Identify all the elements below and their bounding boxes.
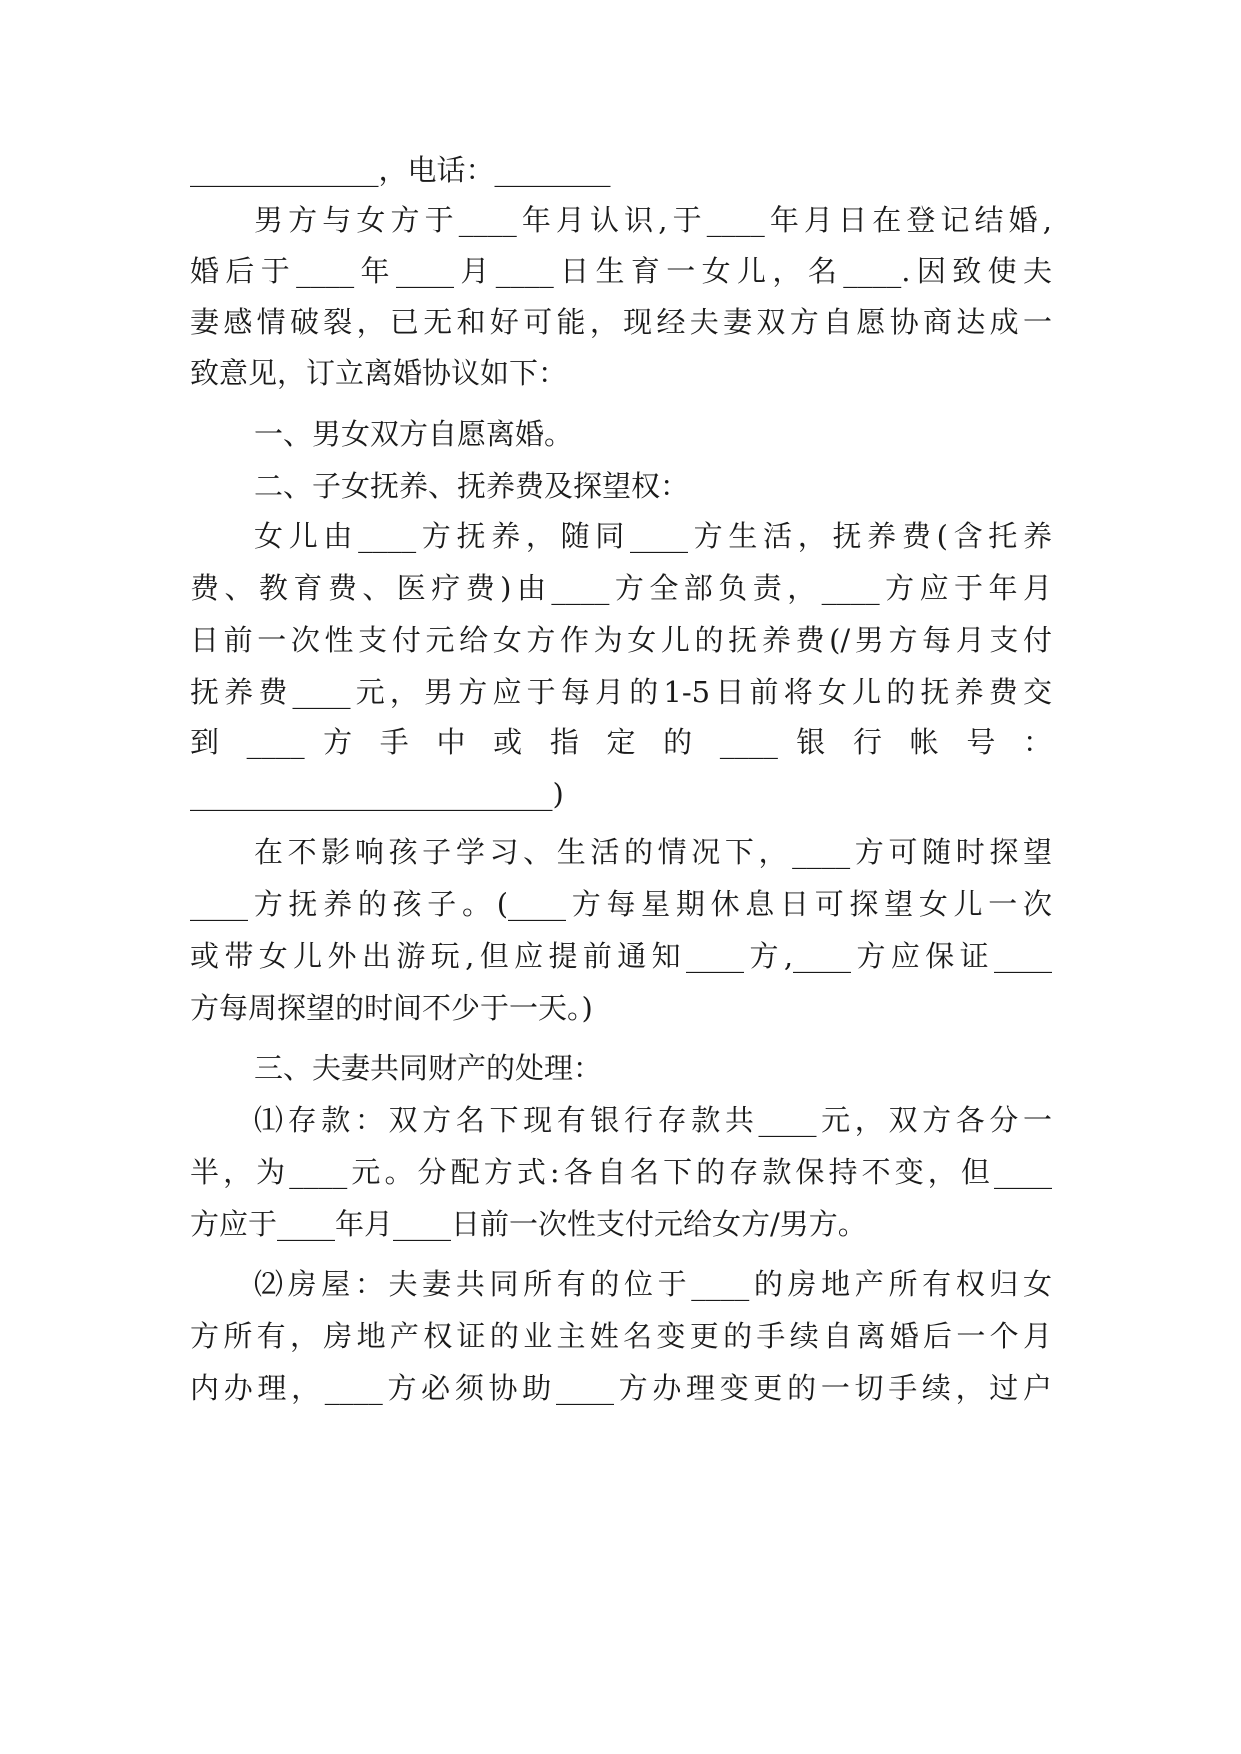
paragraph-line: ⑵房屋：夫妻共同所有的位于____的房地产所有权归女 [254, 1267, 1052, 1301]
paragraph-line: 女儿由____方抚养，随同____方生活，抚养费(含托养 [254, 519, 1052, 553]
paragraph-line: ⑴存款：双方名下现有银行存款共____元，双方各分一 [254, 1103, 1052, 1137]
clause-heading-2: 二、子女抚养、抚养费及探望权： [254, 469, 690, 503]
paragraph-line: 抚养费____元，男方应于每月的1-5日前将女儿的抚养费交 [190, 675, 1052, 709]
clause-heading-1: 一、男女双方自愿离婚。 [254, 417, 574, 451]
paragraph-line: ____方抚养的孩子。(____方每星期休息日可探望女儿一次 [190, 887, 1052, 921]
paragraph-line: 方每周探望的时间不少于一天。) [190, 991, 593, 1025]
paragraph-line: 到 ____ 方 手 中 或 指 定 的 ____ 银 行 帐 号 ： [190, 725, 1052, 759]
paragraph-line: 或带女儿外出游玩,但应提前通知____方,____方应保证____ [190, 939, 1052, 973]
clause-heading-3: 三、夫妻共同财产的处理： [254, 1051, 603, 1085]
bank-account-blank: _________________________) [190, 777, 564, 811]
paragraph-line: 方应于____年月____日前一次性支付元给女方/男方。 [190, 1207, 867, 1241]
paragraph-line: 致意见，订立离婚协议如下： [190, 356, 568, 390]
paragraph-line: 半，为____元。分配方式:各自名下的存款保持不变，但____ [190, 1155, 1052, 1189]
paragraph-line: 男方与女方于____年月认识,于____年月日在登记结婚, [254, 203, 1052, 237]
paragraph-line: 费、教育费、医疗费)由____方全部负责，____方应于年月 [190, 571, 1052, 605]
paragraph-line: 内办理，____方必须协助____方办理变更的一切手续，过户 [190, 1371, 1052, 1405]
paragraph-line: 婚后于____年____月____日生育一女儿，名____.因致使夫 [190, 254, 1052, 288]
paragraph-line: 妻感情破裂，已无和好可能，现经夫妻双方自愿协商达成一 [190, 305, 1052, 339]
paragraph-line: 方所有，房地产权证的业主姓名变更的手续自离婚后一个月 [190, 1319, 1052, 1353]
paragraph-line: 日前一次性支付元给女方作为女儿的抚养费(/男方每月支付 [190, 623, 1052, 657]
paragraph-line: 在不影响孩子学习、生活的情况下，____方可随时探望 [254, 835, 1052, 869]
address-phone-line: _____________，电话：________ [190, 153, 611, 187]
